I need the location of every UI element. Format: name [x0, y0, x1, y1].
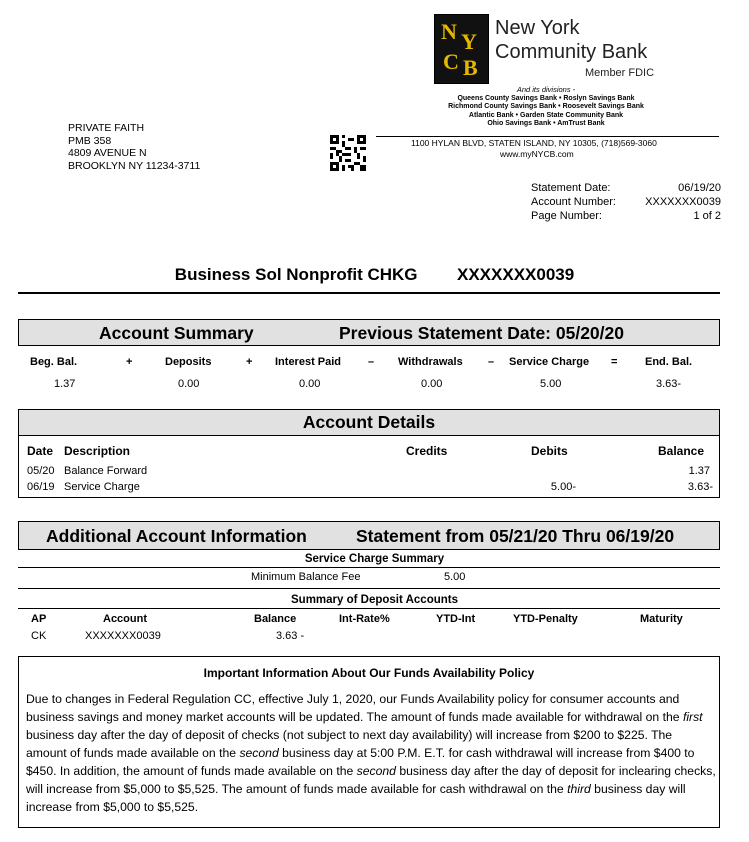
account-summary-title: Account Summary [99, 323, 254, 343]
summary-header-plus: + [126, 356, 133, 368]
notice-text: Due to changes in Federal Regulation CC, effective July 1, 2020, our Funds Availability policy for consumer accounts and business savings and money market accounts will be updated. The amount of funds made available for withdrawal on the [26, 692, 683, 724]
deposit-summary-divider [18, 608, 720, 609]
logo-letter-n: N [441, 19, 457, 44]
account-type: Business Sol Nonprofit CHKG [174, 265, 418, 284]
statement-date-value: 06/19/20 [678, 182, 721, 194]
logo-letter-y: Y [461, 29, 477, 54]
summary-header-plus: + [246, 356, 253, 368]
service-charge-divider [18, 567, 720, 568]
statement-meta [531, 181, 721, 223]
bank-address: 1100 HYLAN BLVD, STATEN ISLAND, NY 10305, (718)569-3060 [411, 138, 657, 148]
details-row-balance: 1.37 [688, 465, 710, 477]
summary-interest: 0.00 [299, 378, 321, 390]
notice-emphasis: second [239, 746, 279, 760]
division-line: Ohio Savings Bank • AmTrust Bank [487, 120, 605, 127]
account-title-number: XXXXXXX0039 [457, 265, 575, 284]
details-row-date: 06/19 [27, 481, 55, 493]
deposit-header-account: Account [103, 613, 147, 625]
divisions-intro: And its divisions - [516, 85, 576, 94]
account-details-header [18, 409, 720, 436]
previous-statement-date: Previous Statement Date: 05/20/20 [339, 323, 624, 343]
statement-period: Statement from 05/21/20 Thru 06/19/20 [356, 526, 675, 546]
bank-logo [434, 14, 489, 84]
account-title [0, 265, 749, 285]
customer-name: PRIVATE FAITH [68, 122, 145, 134]
details-header-debits: Debits [531, 444, 568, 458]
deposit-header-maturity: Maturity [640, 613, 683, 625]
deposit-row-balance: 3.63 - [276, 630, 305, 642]
customer-line: PMB 358 [68, 134, 112, 147]
customer-line: BROOKLYN NY 11234-3711 [68, 159, 201, 172]
min-balance-fee-value: 5.00 [444, 571, 466, 583]
details-header-date: Date [27, 444, 54, 458]
summary-header-beg-bal: Beg. Bal. [30, 356, 78, 368]
bank-name [495, 16, 647, 64]
summary-header-minus: – [368, 356, 375, 368]
title-divider [18, 292, 720, 294]
deposit-summary-title: Summary of Deposit Accounts [291, 594, 458, 606]
account-details-title: Account Details [302, 412, 436, 432]
bank-name-line2: Community Bank [495, 41, 648, 63]
summary-header-withdrawals: Withdrawals [398, 356, 463, 368]
deposit-row-ap: CK [31, 630, 47, 642]
details-row-balance: 3.63- [687, 481, 713, 493]
summary-header-minus: – [488, 356, 495, 368]
account-number-label: Account Number: [531, 196, 616, 208]
page-number-value: 1 of 2 [693, 210, 721, 222]
details-row-debits: 5.00- [550, 481, 576, 493]
deposit-header-balance: Balance [254, 613, 297, 625]
summary-header-service-charge: Service Charge [509, 356, 590, 368]
bank-divisions [410, 86, 682, 129]
account-summary-header [18, 319, 720, 346]
additional-info-header [18, 521, 720, 550]
details-row-description: Service Charge [64, 481, 140, 493]
header-divider [376, 136, 719, 137]
logo-letter-b: B [463, 55, 478, 80]
service-charge-summary-title: Service Charge Summary [304, 553, 445, 565]
division-line: Atlantic Bank • Garden State Community Bank [468, 111, 624, 119]
notice-text: business day at 5:00 P.M. E.T. for cash withdrawal will increase from $400 to $450. In addition, the amount of funds made available on the [26, 746, 695, 778]
customer-address [68, 122, 200, 172]
deposit-row-account: XXXXXXX0039 [85, 630, 161, 642]
deposit-header-rate: Int-Rate% [339, 613, 390, 625]
summary-header-interest: Interest Paid [275, 356, 342, 368]
statement-date-label: Statement Date: [531, 182, 611, 194]
notice-body [26, 690, 716, 816]
summary-beg-bal: 1.37 [54, 378, 76, 390]
deposit-header-ytd-int: YTD-Int [436, 613, 476, 625]
logo-letter-c: C [443, 49, 459, 74]
notice-emphasis: second [356, 764, 396, 778]
member-fdic: Member FDIC [585, 67, 655, 79]
deposit-header-ap: AP [31, 613, 47, 625]
notice-text: business day will increase from $5,000 to $5,525. [26, 782, 686, 814]
notice-text: business day after the day of deposit of checks (not subject to next day availability) will increase from $200 to $225. The amount of funds made available on the [26, 728, 673, 760]
page-number-label: Page Number: [531, 210, 602, 222]
details-row-description: Balance Forward [64, 465, 148, 477]
notice-title: Important Information About Our Funds Availability Policy [203, 666, 535, 680]
notice-emphasis: third [567, 782, 591, 796]
deposit-header-ytd-penalty: YTD-Penalty [513, 613, 578, 625]
details-row-date: 05/20 [27, 465, 55, 477]
bank-name-line1: New York [495, 17, 580, 39]
details-header-description: Description [64, 444, 131, 458]
summary-service-charge: 5.00 [540, 378, 562, 390]
deposit-summary-divider-top [18, 588, 720, 589]
summary-withdrawals: 0.00 [421, 378, 443, 390]
account-number-value: XXXXXXX0039 [645, 196, 721, 208]
barcode-icon [330, 135, 366, 171]
summary-header-end-bal: End. Bal. [645, 356, 693, 368]
min-balance-fee-label: Minimum Balance Fee [251, 571, 361, 583]
summary-header-deposits: Deposits [165, 356, 212, 368]
customer-line: 4809 AVENUE N [68, 147, 147, 159]
summary-header-equals: = [611, 356, 618, 368]
additional-info-title: Additional Account Information [46, 526, 307, 546]
notice-text: business day after the day of deposit for inclearing checks, will increase from $5,000 to $5,525. The amount of funds made available for cash withdrawal on the [26, 764, 716, 796]
summary-deposits: 0.00 [178, 378, 200, 390]
bank-website: www.myNYCB.com [500, 149, 574, 159]
details-header-credits: Credits [406, 444, 448, 458]
division-line: Queens County Savings Bank • Roslyn Savings Bank [457, 94, 635, 102]
details-header-balance: Balance [658, 444, 705, 458]
notice-emphasis: first [682, 710, 703, 724]
summary-end-bal: 3.63- [656, 378, 682, 390]
division-line: Richmond County Savings Bank • Roosevelt Savings Bank [448, 103, 644, 110]
